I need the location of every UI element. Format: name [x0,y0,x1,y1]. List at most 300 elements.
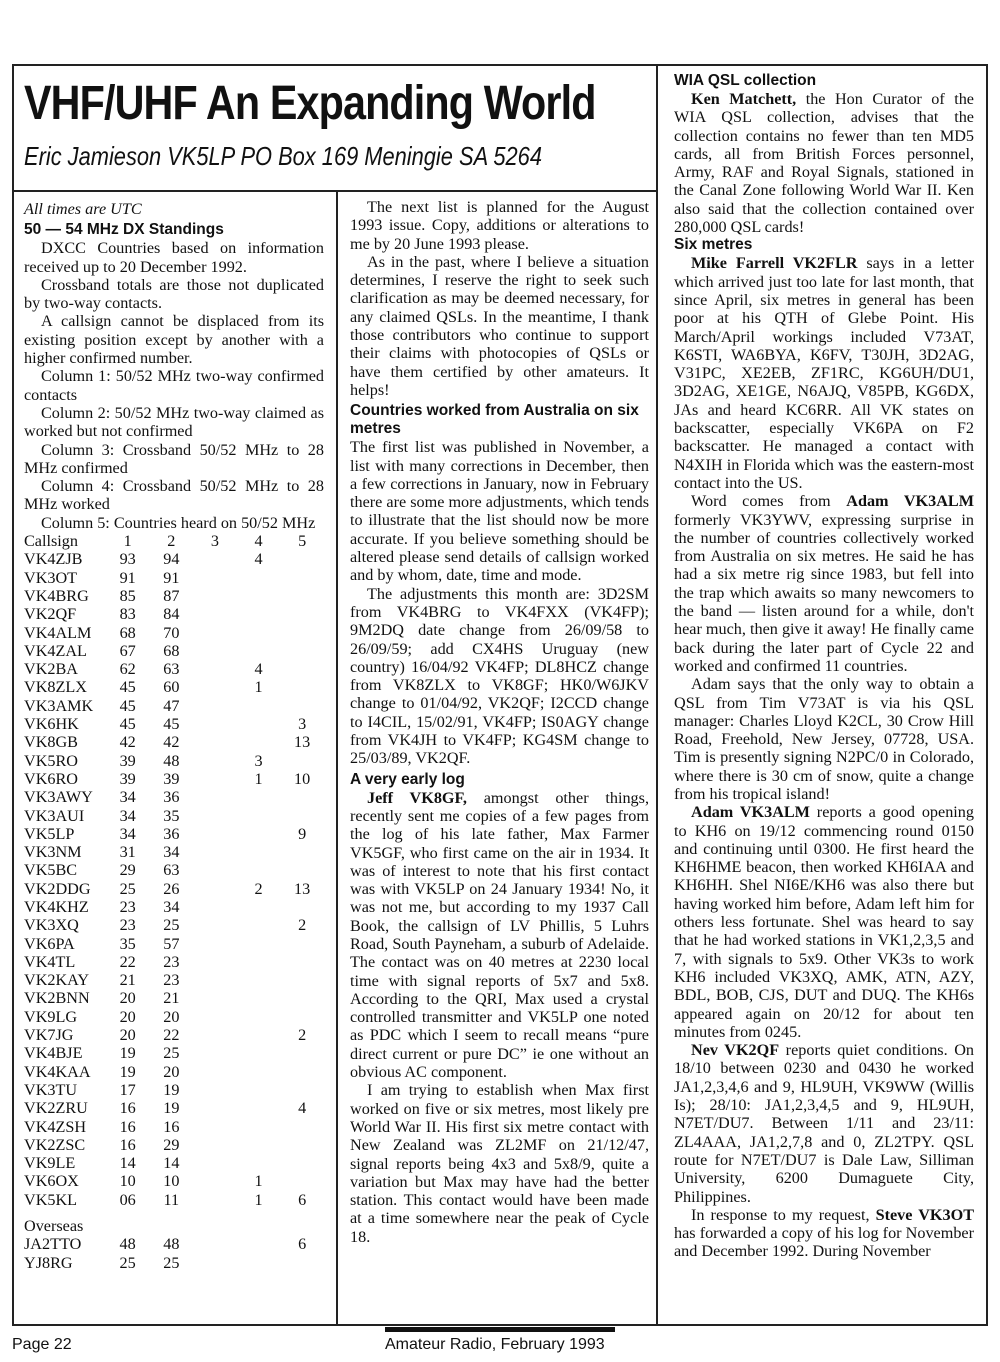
count-cell: 1 [254,1190,263,1209]
overseas-label: Overseas [24,1217,84,1236]
callsign-cell: VK9LE [24,1154,76,1173]
count-cell [280,953,324,971]
count-cell [193,1063,237,1081]
count-cell [193,715,237,733]
count-cell: 31 [119,843,136,862]
count-cell [280,1044,324,1062]
count-cell: 22 [163,1026,180,1045]
paragraph: Crossband totals are those not duplicated by two-way contacts. [24,275,324,313]
paragraph-text: reports a good opening to KH6 on 19/12 commencing round 0150 and continuing until 0300. He first heard the KH6HME beacon, then worked KH6IAA and KH6HH. Shel NI6E/KH6 was also there but having worked him before, Adam left him for others less fortunate. Shel was heard to say that he had worked stations in VK1,2,3,5 and 7, with signals to 5x9. Other VK3s to work KH6 included VK3XQ, AMK, ATN, AZY, BDL, BOB, CJS, DUT and DUQ. The KH6s appeared again on 20/12 for about ten minutes from 0245. [674,803,974,1041]
count-cell: 91 [163,568,180,587]
count-cell: 45 [119,715,136,734]
count-cell: 45 [119,696,136,715]
contributor-name: Jeff VK8GF, [367,788,467,807]
count-cell [193,898,237,916]
count-cell: 14 [119,1154,136,1173]
count-cell: 26 [163,879,180,898]
count-cell [280,678,324,696]
count-cell [280,697,324,715]
column-definition: Column 5: Countries heard on 50/52 MHz [41,513,316,532]
column-definition: Column 2: 50/52 MHz two-way claimed as worked but not confirmed [24,403,324,441]
count-cell [193,1044,237,1062]
count-cell [280,843,324,861]
count-cell [193,861,237,879]
table-header-cell: 1 [123,532,132,551]
count-cell: 34 [119,824,136,843]
count-cell: 2 [298,1026,307,1045]
count-cell [193,916,237,934]
column-definition: Column 4: Crossband 50/52 MHz to 28 MHz worked [24,477,324,514]
contributor-name: Mike Farrell VK2FLR [691,254,858,273]
callsign-cell: VK2ZRU [24,1099,88,1118]
count-cell [193,843,237,861]
callsign-cell: YJ8RG [24,1253,73,1272]
count-cell [237,989,281,1007]
table-row [24,1191,324,1209]
table-row [24,989,324,1007]
count-cell [237,1235,281,1253]
count-cell: 3 [298,715,307,734]
count-cell [193,1008,237,1026]
callsign-cell: VK3XQ [24,916,79,935]
contributor-name: Ken Matchett, [691,90,797,108]
count-cell [280,1063,324,1081]
count-cell: 25 [163,1253,180,1272]
count-cell [280,752,324,770]
count-cell: 60 [163,678,180,697]
count-cell: 42 [119,733,136,752]
count-cell: 9 [298,824,307,843]
count-cell [280,935,324,953]
count-cell: 57 [163,934,180,953]
count-cell [280,1118,324,1136]
table-row [24,1044,324,1062]
count-cell [280,989,324,1007]
count-cell: 67 [119,641,136,660]
count-cell: 1 [254,1172,263,1191]
count-cell [193,770,237,788]
count-cell [237,1008,281,1026]
table-row [24,1081,324,1099]
count-cell [237,1044,281,1062]
count-cell: 47 [163,696,180,715]
contributor-name: Nev VK2QF [691,1041,780,1060]
count-cell: 4 [254,550,263,569]
early-log-heading: A very early log [350,770,465,788]
six-metres-heading: Six metres [674,236,753,254]
paragraph [674,803,974,1041]
table-row [24,1172,324,1190]
count-cell: 19 [119,1044,136,1063]
table-row [24,807,324,825]
count-cell: 29 [119,861,136,880]
table-row [24,1063,324,1081]
callsign-cell: VK3AWY [24,788,93,807]
count-cell [280,807,324,825]
count-cell [237,1136,281,1154]
count-cell [237,971,281,989]
paragraph [674,90,974,236]
callsign-cell: VK3AMK [24,696,94,715]
count-cell: 42 [163,733,180,752]
count-cell: 68 [119,623,136,642]
callsign-cell: VK4BJE [24,1044,83,1063]
count-cell [237,697,281,715]
count-cell: 23 [119,916,136,935]
count-cell: 83 [119,605,136,624]
count-cell [237,1118,281,1136]
table-header-cell: 2 [167,532,176,551]
callsign-cell: VK2BNN [24,989,90,1008]
count-cell: 39 [119,769,136,788]
countries-heading: Countries worked from Australia on six metres [350,402,639,438]
count-cell [280,624,324,642]
count-cell: 68 [163,641,180,660]
table-row [24,715,324,733]
count-cell: 25 [119,1253,136,1272]
count-cell [237,825,281,843]
count-cell [193,1136,237,1154]
callsign-cell: VK6HK [24,715,79,734]
count-cell [280,861,324,879]
count-cell [237,642,281,660]
paragraph [674,254,974,492]
count-cell: 19 [163,1080,180,1099]
paragraph [674,1206,974,1261]
count-cell: 35 [163,806,180,825]
standings-body [24,550,324,1209]
count-cell [280,642,324,660]
count-cell [237,569,281,587]
table-row [24,660,324,678]
count-cell: 45 [119,678,136,697]
count-cell: 10 [119,1172,136,1191]
count-cell: 62 [119,660,136,679]
table-row [24,1008,324,1026]
count-cell: 25 [163,1044,180,1063]
paragraph-text: In response to my request, [691,1205,876,1224]
count-cell: 22 [119,952,136,971]
paragraph-text: amongst other things, recently sent me copies of a few pages from the log of his late father, Max Farmer VK5GF, who first came on the air in 1934. It was of interest to note that his first contact was with VK5LP on 24 January 1934! No, it was not me, but according to my 1937 Call Book, the callsign of LV Phillis, 5 Luhrs Road, South Payneham, a suburb of Adelaide. The contact was on 40 metres at 2230 local time with signal reports of 5x7 and 5x8. According to the QRI, Max used a crystal controlled transmitter and VK5LP one noted as PDC which I seem to recall means “pure direct current or pure DC” ie one without an obvious AC component. [350,788,649,1082]
count-cell: 20 [163,1062,180,1081]
count-cell: 17 [119,1080,136,1099]
count-cell: 36 [163,824,180,843]
column-definition: Column 1: 50/52 MHz two-way confirmed contacts [24,367,324,404]
count-cell: 20 [119,1026,136,1045]
table-row [24,898,324,916]
callsign-cell: VK5LP [24,824,75,843]
count-cell: 4 [298,1099,307,1118]
callsign-cell: VK9LG [24,1007,78,1026]
table-row [24,916,324,934]
column-2 [350,198,649,1246]
count-cell [193,1118,237,1136]
count-cell: 63 [163,861,180,880]
paragraph: The first list was published in November, a list with many corrections in December, then a few corrections in January, now in February there are some more adjustments, which tends to illustrate that the list should now be more accurate. If you believe something should be altered please send details of callsign worked and by whom, date, time and mode. [350,438,649,585]
count-cell [193,733,237,751]
count-cell [280,587,324,605]
count-cell [193,1026,237,1044]
callsign-cell: VK4ZAL [24,641,87,660]
count-cell: 3 [254,751,263,770]
count-cell: 34 [163,897,180,916]
count-cell: 39 [163,769,180,788]
count-cell: 48 [163,1235,180,1254]
count-cell: 20 [163,1007,180,1026]
count-cell [280,1172,324,1190]
callsign-cell: VK6RO [24,769,78,788]
count-cell [280,1081,324,1099]
count-cell: 48 [163,751,180,770]
count-cell: 91 [119,568,136,587]
table-header-cell: 3 [210,532,219,551]
count-cell [237,733,281,751]
publication-info: Amateur Radio, February 1993 [385,1336,605,1353]
count-cell: 25 [119,879,136,898]
callsign-cell: VK7JG [24,1026,74,1045]
times-note: All times are UTC [24,200,142,218]
table-row [24,1136,324,1154]
count-cell: 1 [254,678,263,697]
count-cell: 34 [119,806,136,825]
count-cell [237,715,281,733]
count-cell [193,660,237,678]
table-row [24,971,324,989]
count-cell [193,825,237,843]
count-cell [237,916,281,934]
count-cell: 85 [119,586,136,605]
standings-table [24,532,324,1209]
callsign-cell: VK3AUI [24,806,85,825]
count-cell [237,953,281,971]
callsign-cell: JA2TTO [24,1235,82,1254]
contributor-name: Adam VK3ALM [846,492,974,511]
count-cell: 48 [119,1235,136,1254]
callsign-cell: VK2ZSC [24,1135,86,1154]
count-cell: 16 [119,1117,136,1136]
count-cell: 19 [119,1062,136,1081]
count-cell: 1 [254,769,263,788]
paragraph-text: has forwarded a copy of his log for November and December 1992. During November [674,1224,974,1261]
count-cell [237,605,281,623]
count-cell [280,550,324,568]
count-cell: 36 [163,788,180,807]
table-row [24,1154,324,1172]
count-cell [193,624,237,642]
count-cell: 20 [119,1007,136,1026]
table-row [24,587,324,605]
paragraph: A callsign cannot be displaced from its existing position except by another with a higher confirmed number. [24,312,324,368]
callsign-cell: VK4ALM [24,623,92,642]
callsign-cell: VK6PA [24,934,75,953]
callsign-cell: VK3NM [24,843,82,862]
count-cell: 23 [163,952,180,971]
callsign-cell: VK2BA [24,660,78,679]
table-row [24,1254,324,1272]
callsign-cell: VK2DDG [24,879,91,898]
paragraph-text: Word comes from [691,492,847,511]
count-cell [193,752,237,770]
callsign-cell: VK2KAY [24,971,90,990]
count-cell [237,1099,281,1117]
count-cell [193,1191,237,1209]
count-cell [193,953,237,971]
count-cell [237,788,281,806]
count-cell [237,1081,281,1099]
column-definition: Column 3: Crossband 50/52 MHz to 28 MHz confirmed [24,440,324,477]
table-row [24,825,324,843]
table-row [24,953,324,971]
table-row [24,733,324,751]
count-cell [280,660,324,678]
column-divider [336,192,338,1326]
callsign-cell: VK8GB [24,733,78,752]
count-cell: 45 [163,715,180,734]
callsign-cell: VK3OT [24,568,78,587]
count-cell [280,971,324,989]
paragraph-text: formerly VK3YWV, expressing surprise in the number of countries collectively worked from Australia on six metres. He said he has had a six metre rig since 1983, but fell into the trap which awaits so many newcomers to the band — listen around for a while, don't hear much, then give it away! He finally came back during the later part of Cycle 22 and worked and confirmed 11 countries. [674,510,974,675]
paragraph: As in the past, where I believe a situation determines, I reserve the right to seek such clarification as may be deemed necessary, for any claimed QSLs. In the meantime, I thank those contributors who continue to support their claims with photocopies of QSLs or have them certified by other amateurs. It helps! [350,252,649,399]
paragraph-text: reports quiet conditions. On 18/10 between 0230 and 0430 he worked JA1,2,3,4,6 and 9, HL9UH, VK9WW (Willis Is); 28/10: JA1,2,3,4,5 and 9, HL9UH, N7ET/DU7. Between 1/11 and 23/11: ZL4AAA, JA1,2,7,8 and 0, ZL2TPY. QSL route for N7ET/DU7 is Dale Law, Silliman University, 6200 Dumaguete City, Philippines. [674,1041,975,1206]
count-cell [193,550,237,568]
callsign-cell: VK6OX [24,1172,79,1191]
wia-qsl-heading: WIA QSL collection [674,72,817,89]
callsign-cell: VK8ZLX [24,678,87,697]
count-cell [280,898,324,916]
count-cell [280,1136,324,1154]
count-cell: 87 [163,586,180,605]
paragraph [350,789,649,1082]
table-row [24,550,324,568]
count-cell [193,1235,237,1253]
count-cell: 6 [298,1190,307,1209]
callsign-cell: VK5RO [24,751,78,770]
paragraph-text: says in a letter which arrived just too late for last month, that since April, six metres in general has been poor at his QTH of Glebe Point. His March/April workings included V73AT, K6STI, WA6BYA, K6FV, T30JH, 3D2AG, V31PC, XE2EB, ZF1RC, KG6UH/DU1, 3D2AG, XE1GE, N6AJQ, V85PB, KG6DX, JAs and heard KC6RR. All VK states on backscatter, especially VK6PA on F2 backscatter. He managed a contact with N4XIH in Florida which was the eastern-most contact into the US. [674,254,974,492]
count-cell: 21 [163,989,180,1008]
table-row [24,861,324,879]
overseas-table [24,1235,324,1272]
dx-standings-heading: 50 — 54 MHz DX Standings [24,221,224,239]
footer-rule [385,1327,615,1332]
count-cell: 23 [163,971,180,990]
count-cell [280,1154,324,1172]
count-cell: 16 [163,1117,180,1136]
table-row [24,1235,324,1253]
contributor-name: Adam VK3ALM [691,803,810,822]
count-cell [193,935,237,953]
table-row [24,788,324,806]
count-cell [193,587,237,605]
count-cell [193,1154,237,1172]
table-header-cell: 5 [298,532,307,551]
count-cell [193,569,237,587]
count-cell: 10 [294,769,311,788]
count-cell: 16 [119,1099,136,1118]
count-cell [193,678,237,696]
count-cell [237,1154,281,1172]
author-byline: Eric Jamieson VK5LP PO Box 169 Meningie SA 5264 [24,141,542,171]
table-row [24,678,324,696]
count-cell: 25 [163,916,180,935]
count-cell: 34 [119,788,136,807]
count-cell: 16 [119,1135,136,1154]
callsign-cell: VK5KL [24,1190,78,1209]
count-cell [237,624,281,642]
column-3 [674,72,974,1261]
count-cell [237,935,281,953]
count-cell [193,1172,237,1190]
table-row [24,1099,324,1117]
callsign-cell: VK4TL [24,952,76,971]
count-cell [237,587,281,605]
table-row [24,843,324,861]
count-cell: 4 [254,660,263,679]
count-cell: 13 [294,733,311,752]
table-row [24,605,324,623]
contributor-name: Steve VK3OT [875,1205,974,1224]
count-cell: 84 [163,605,180,624]
callsign-cell: VK4KAA [24,1062,91,1081]
count-cell [193,642,237,660]
table-header-row [24,532,324,550]
paragraph: The next list is planned for the August 1993 issue. Copy, additions or alterations to me by 20 June 1993 please. [350,198,649,253]
count-cell [193,1254,237,1272]
table-header-cell: 4 [254,532,263,551]
table-row [24,752,324,770]
callsign-cell: VK4BRG [24,586,89,605]
paragraph [674,492,974,675]
table-row [24,569,324,587]
count-cell: 29 [163,1135,180,1154]
count-cell: 13 [294,879,311,898]
count-cell [280,1008,324,1026]
count-cell [193,807,237,825]
count-cell [237,861,281,879]
table-row [24,880,324,898]
count-cell: 06 [119,1190,136,1209]
table-row [24,642,324,660]
paragraph-text: the Hon Curator of the WIA QSL collection, advises that the collection contains no fewer than ten MD5 cards, all from British Forces personnel, Army, RAF and Royal Signals, stationed in the Canal Zone following World War II. Ken also said that the collection contained over 280,000 QSL cards! [674,90,974,237]
callsign-cell: VK3TU [24,1080,78,1099]
count-cell [280,569,324,587]
table-row [24,1026,324,1044]
paragraph: DXCC Countries based on information received up to 20 December 1992. [24,239,324,276]
count-cell [193,880,237,898]
count-cell [237,1026,281,1044]
count-cell [237,1063,281,1081]
paragraph [674,1041,974,1206]
count-cell [237,843,281,861]
count-cell [193,1099,237,1117]
count-cell [280,605,324,623]
count-cell [193,1081,237,1099]
table-header-cell: Callsign [24,532,78,551]
count-cell [193,971,237,989]
table-row [24,697,324,715]
count-cell: 35 [119,934,136,953]
count-cell: 34 [163,843,180,862]
count-cell [280,1254,324,1272]
count-cell: 2 [254,879,263,898]
count-cell: 20 [119,989,136,1008]
callsign-cell: VK4ZJB [24,550,83,569]
table-row [24,770,324,788]
count-cell [193,697,237,715]
count-cell: 11 [163,1190,180,1209]
page-number: Page 22 [12,1336,72,1353]
count-cell [237,1254,281,1272]
count-cell [280,788,324,806]
